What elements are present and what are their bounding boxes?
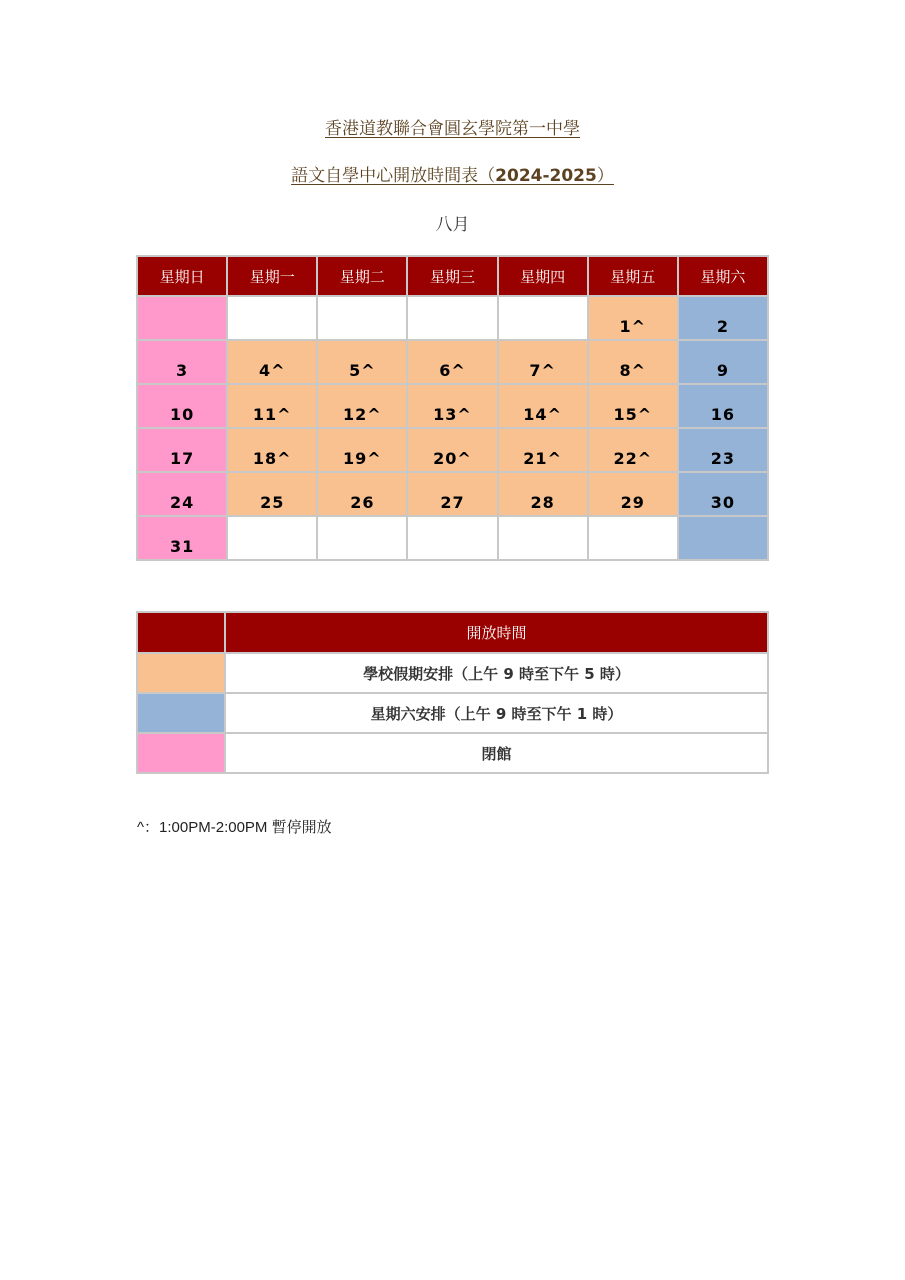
calendar-day-cell: 20^ — [408, 429, 496, 471]
weekday-header: 星期日 — [138, 257, 226, 295]
calendar-body — [138, 297, 767, 559]
calendar-empty-cell — [499, 517, 587, 559]
calendar-day-cell: 9 — [679, 341, 767, 383]
calendar-empty-cell — [318, 297, 406, 339]
calendar-day-cell: 16 — [679, 385, 767, 427]
calendar-day-cell: 2 — [679, 297, 767, 339]
calendar-day-cell: 30 — [679, 473, 767, 515]
calendar-empty-cell — [318, 517, 406, 559]
calendar-day-cell: 10 — [138, 385, 226, 427]
calendar-day-cell: 6^ — [408, 341, 496, 383]
calendar-day-cell: 22^ — [589, 429, 677, 471]
calendar-day-cell: 23 — [679, 429, 767, 471]
calendar-day-cell: 13^ — [408, 385, 496, 427]
weekday-header: 星期五 — [589, 257, 677, 295]
calendar-day-cell: 1^ — [589, 297, 677, 339]
calendar-day-cell: 11^ — [228, 385, 316, 427]
calendar-week-row — [138, 473, 767, 515]
footnote: ^：1:00PM-2:00PM 暫停開放 — [137, 819, 332, 836]
calendar-empty-cell — [408, 517, 496, 559]
legend-description: 學校假期安排（上午 9 時至下午 5 時） — [226, 654, 767, 692]
legend-body — [138, 654, 767, 772]
legend-description: 星期六安排（上午 9 時至下午 1 時） — [226, 694, 767, 732]
calendar-week-row — [138, 517, 767, 559]
calendar-week-row — [138, 297, 767, 339]
calendar-day-cell: 14^ — [499, 385, 587, 427]
calendar-day-cell: 31 — [138, 517, 226, 559]
calendar-day-cell: 27 — [408, 473, 496, 515]
calendar-day-cell: 24 — [138, 473, 226, 515]
center-title-prefix: 語文自學中心開放時間表（ — [291, 166, 496, 186]
calendar-empty-cell — [499, 297, 587, 339]
calendar-week-row — [138, 429, 767, 471]
calendar-day-cell: 15^ — [589, 385, 677, 427]
calendar-day-cell: 19^ — [318, 429, 406, 471]
calendar-day-cell: 3 — [138, 341, 226, 383]
calendar-day-cell: 12^ — [318, 385, 406, 427]
month-label: 八月 — [435, 215, 470, 235]
calendar-empty-cell — [408, 297, 496, 339]
calendar-day-cell: 25 — [228, 473, 316, 515]
calendar-empty-cell — [228, 517, 316, 559]
legend-header-blank — [138, 613, 224, 652]
legend-color-swatch — [138, 694, 224, 732]
legend-row — [138, 734, 767, 772]
calendar-day-cell: 8^ — [589, 341, 677, 383]
weekday-header: 星期一 — [228, 257, 316, 295]
calendar-empty-cell — [589, 517, 677, 559]
calendar-week-row — [138, 385, 767, 427]
calendar-week-row — [138, 341, 767, 383]
legend-header: 開放時間 — [226, 613, 767, 652]
calendar-empty-cell — [679, 517, 767, 559]
weekday-header: 星期四 — [499, 257, 587, 295]
calendar-table — [136, 255, 769, 561]
weekday-header: 星期三 — [408, 257, 496, 295]
calendar-day-cell: 28 — [499, 473, 587, 515]
legend-description: 閉館 — [226, 734, 767, 772]
calendar-day-cell: 7^ — [499, 341, 587, 383]
calendar-day-cell: 21^ — [499, 429, 587, 471]
calendar-header-row — [138, 257, 767, 295]
legend-color-swatch — [138, 654, 224, 692]
calendar-empty-cell — [228, 297, 316, 339]
legend-row — [138, 694, 767, 732]
legend-row — [138, 654, 767, 692]
calendar-day-cell: 18^ — [228, 429, 316, 471]
weekday-header: 星期六 — [679, 257, 767, 295]
center-title-year: 2024-2025 — [495, 166, 597, 186]
calendar-day-cell: 5^ — [318, 341, 406, 383]
center-title-suffix: ） — [596, 166, 614, 186]
legend-header-row — [138, 613, 767, 652]
legend-color-swatch — [138, 734, 224, 772]
center-title — [0, 161, 905, 186]
weekday-header: 星期二 — [318, 257, 406, 295]
school-title: 香港道教聯合會圓玄學院第一中學 — [325, 119, 580, 139]
calendar-day-cell: 17 — [138, 429, 226, 471]
calendar-day-cell: 29 — [589, 473, 677, 515]
calendar-day-cell: 4^ — [228, 341, 316, 383]
calendar-empty-cell — [138, 297, 226, 339]
legend-table — [136, 611, 769, 774]
calendar-day-cell: 26 — [318, 473, 406, 515]
